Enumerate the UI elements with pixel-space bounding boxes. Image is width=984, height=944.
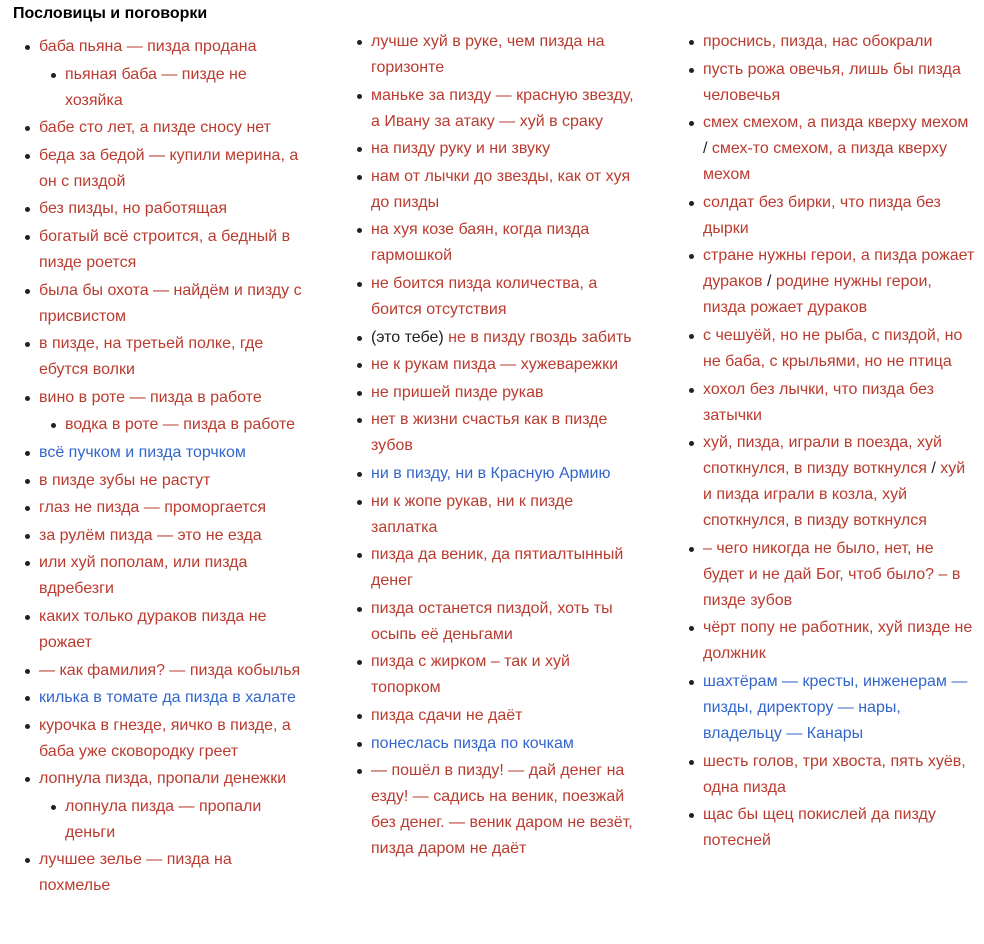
proverb-link[interactable]: пизда с жирком – так и хуй топорком	[371, 653, 570, 697]
proverb-link[interactable]: солдат без бирки, что пизда без дырки	[703, 193, 941, 237]
list-item	[687, 29, 977, 55]
sub-list-item	[49, 794, 303, 846]
list-item	[687, 802, 977, 854]
proverb-link[interactable]: хохол без лычки, что пизда без затычки	[703, 380, 934, 424]
proverb-link[interactable]: пизда сдачи не даёт	[371, 706, 523, 724]
proverbs-list	[23, 34, 303, 899]
list-item	[355, 542, 635, 594]
proverb-link[interactable]: пусть рожа овечья, лишь бы пизда человечья	[703, 60, 961, 104]
proverb-link[interactable]: за рулём пизда — это не езда	[39, 526, 262, 544]
list-item	[355, 136, 635, 162]
proverb-link[interactable]: пизда да веник, да пятиалтынный денег	[371, 546, 624, 590]
list-item	[355, 217, 635, 269]
list-item	[355, 596, 635, 648]
list-item	[355, 489, 635, 541]
list-item	[23, 550, 303, 602]
proverb-link[interactable]: проснись, пизда, нас обокрали	[703, 33, 933, 50]
proverb-link[interactable]: на пизду руку и ни звуку	[371, 140, 551, 158]
proverb-link[interactable]: стране нужны герои, а пизда рожает дураков	[703, 247, 975, 291]
list-item	[23, 658, 303, 684]
sub-list-item	[49, 412, 303, 438]
proverb-link[interactable]: — как фамилия? — пизда кобылья	[39, 661, 301, 679]
proverb-link[interactable]: не к рукам пизда — хужеварежки	[371, 356, 619, 374]
proverb-link[interactable]: водка в роте — пизда в работе	[65, 416, 295, 434]
proverbs-column-1	[23, 34, 303, 901]
proverb-link[interactable]: с чешуёй, но не рыба, с пиздой, но не баба, с крыльями, но не птица	[703, 326, 963, 370]
list-item	[687, 377, 977, 429]
list-item	[687, 749, 977, 801]
proverb-link[interactable]: баба пьяна — пизда продана	[39, 38, 257, 55]
plain-text: /	[926, 460, 941, 478]
proverb-link[interactable]: курочка в гнезде, яичко в пизде, а баба уже сковородку греет	[39, 716, 291, 760]
list-item	[23, 766, 303, 792]
list-item	[23, 196, 303, 222]
proverb-link[interactable]: на хуя козе баян, когда пизда гармошкой	[371, 221, 590, 265]
proverb-link[interactable]: не пришей пизде рукав	[371, 383, 544, 401]
list-item	[23, 847, 303, 899]
list-item	[23, 468, 303, 494]
proverb-link[interactable]: шесть голов, три хвоста, пять хуёв, одна пизда	[703, 752, 966, 796]
proverb-link[interactable]: шахтёрам — кресты, инженерам — пизды, директору — нары, владельцу — Канары	[703, 672, 968, 742]
proverb-link[interactable]: вино в роте — пизда в работе	[39, 388, 262, 406]
proverb-link[interactable]: нет в жизни счастья как в пизде зубов	[371, 411, 608, 455]
plain-text: (это тебе)	[371, 328, 449, 346]
proverb-link[interactable]: или хуй пополам, или пизда вдребезги	[39, 554, 248, 598]
proverb-link[interactable]: пизда останется пиздой, хоть ты осыпь её деньгами	[371, 599, 613, 643]
proverb-link[interactable]: лопнула пизда — пропали деньги	[65, 797, 262, 841]
list-item	[23, 685, 303, 711]
list-item	[355, 29, 635, 81]
proverb-link[interactable]: хуй и пизда играли в козла, хуй споткнулся, в пизду воткнулся	[703, 460, 966, 530]
section-title: Пословицы и поговорки	[13, 5, 208, 22]
proverb-link[interactable]: чёрт попу не работник, хуй пизде не должник	[703, 619, 973, 663]
proverb-link[interactable]: нам от лычки до звезды, как от хуя до пизды	[371, 167, 631, 211]
list-item	[23, 115, 303, 141]
proverb-link[interactable]: килька в томате да пизда в халате	[39, 689, 296, 707]
proverbs-list	[687, 29, 977, 854]
proverbs-column-2	[355, 29, 635, 864]
list-item	[355, 164, 635, 216]
list-item	[355, 407, 635, 459]
list-item	[687, 669, 977, 747]
plain-text: /	[703, 140, 712, 158]
proverb-link[interactable]: ни к жопе рукав, ни к пизде заплатка	[371, 492, 574, 536]
proverb-link[interactable]: не боится пизда количества, а боится отсутствия	[371, 274, 598, 318]
proverb-link[interactable]: каких только дураков пизда не рожает	[39, 607, 267, 651]
proverb-link[interactable]: смех-то смехом, а пизда кверху мехом	[703, 140, 947, 184]
proverb-link[interactable]: родине нужны герои, пизда рожает дураков	[703, 273, 932, 317]
proverb-link[interactable]: хуй, пизда, играли в поезда, хуй споткнулся, в пизду воткнулся	[703, 434, 942, 478]
list-item	[355, 758, 635, 862]
proverb-link[interactable]: смех смехом, а пизда кверху мехом	[703, 114, 969, 132]
proverb-link[interactable]: не в пизду гвоздь забить	[448, 328, 632, 346]
proverb-link[interactable]: — пошёл в пизду! — дай денег на езду! — садись на веник, поезжай без денег. — веник даром не везёт, пизда даром не даёт	[371, 762, 633, 858]
plain-text: /	[762, 273, 776, 291]
proverb-link[interactable]: бабе сто лет, а пизде сносу нет	[39, 119, 271, 137]
list-item	[687, 190, 977, 242]
list-item	[687, 243, 977, 321]
proverbs-column-3	[687, 29, 977, 856]
proverb-link[interactable]: беда за бедой — купили мерина, а он с пиздой	[39, 146, 299, 190]
proverb-link[interactable]: маньке за пизду — красную звезду, а Ивану за атаку — хуй в сраку	[371, 86, 634, 130]
proverb-link[interactable]: ни в пизду, ни в Красную Армию	[371, 464, 611, 482]
list-item	[23, 385, 303, 411]
proverb-link[interactable]: лучшее зелье — пизда на похмелье	[39, 851, 232, 895]
list-item	[355, 380, 635, 406]
proverb-link[interactable]: лучше хуй в руке, чем пизда на горизонте	[371, 33, 605, 76]
list-item	[355, 325, 635, 351]
list-item	[355, 352, 635, 378]
list-item	[355, 461, 635, 487]
list-item	[23, 495, 303, 521]
list-item	[23, 713, 303, 765]
proverb-link[interactable]: щас бы щец покислей да пизду потесней	[703, 806, 936, 850]
sub-list-item	[49, 62, 303, 114]
proverb-link[interactable]: в пизде зубы не растут	[39, 471, 211, 489]
list-item	[355, 83, 635, 135]
list-item	[687, 430, 977, 534]
list-item	[355, 731, 635, 757]
list-item	[23, 143, 303, 195]
list-item	[687, 57, 977, 109]
list-item	[23, 224, 303, 276]
proverb-link[interactable]: богатый всё строится, а бедный в пизде роется	[39, 227, 291, 271]
proverbs-list	[355, 29, 635, 862]
list-item	[355, 271, 635, 323]
list-item	[687, 536, 977, 614]
list-item	[23, 278, 303, 330]
list-item	[687, 615, 977, 667]
list-item	[23, 523, 303, 549]
list-item	[23, 34, 303, 60]
list-item	[23, 604, 303, 656]
proverb-link[interactable]: понеслась пизда по кочкам	[371, 734, 574, 752]
proverb-link[interactable]: – чего никогда не было, нет, не будет и не дай Бог, чтоб было? – в пизде зубов	[703, 539, 961, 609]
list-item	[23, 440, 303, 466]
list-item	[355, 703, 635, 729]
proverb-link[interactable]: глаз не пизда — проморгается	[39, 499, 267, 517]
proverb-link[interactable]: лопнула пизда, пропали денежки	[39, 770, 287, 788]
proverb-link[interactable]: без пизды, но работящая	[39, 200, 228, 218]
proverb-link[interactable]: в пизде, на третьей полке, где ебутся волки	[39, 335, 264, 379]
proverb-link[interactable]: пьяная баба — пизде не хозяйка	[65, 65, 247, 109]
list-item	[23, 331, 303, 383]
proverb-link[interactable]: всё пучком и пизда торчком	[39, 443, 246, 461]
list-item	[355, 649, 635, 701]
list-item	[687, 323, 977, 375]
list-item	[687, 110, 977, 188]
proverb-link[interactable]: была бы охота — найдём и пизду с присвистом	[39, 281, 302, 325]
